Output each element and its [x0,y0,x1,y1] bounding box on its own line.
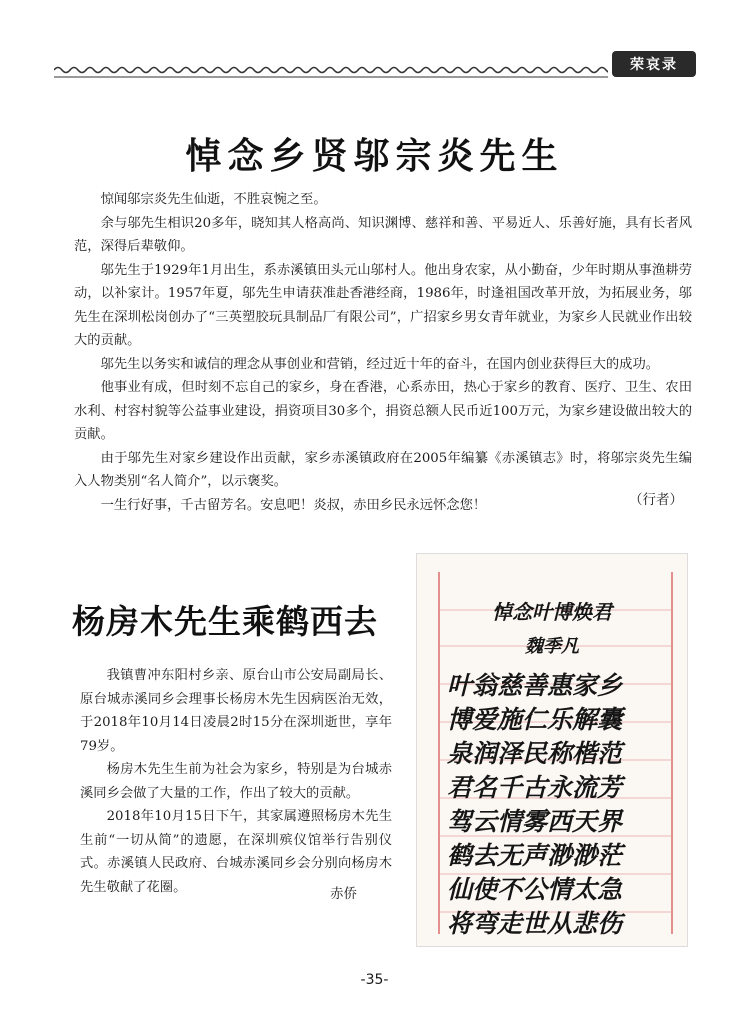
article1-paragraph: 他事业有成，但时刻不忘自己的家乡，身在香港，心系赤田，热心于家乡的教育、医疗、卫生、农田水利、村容村貌等公益事业建设，捐资项目30多个，捐资总额人民币近100万元，为家乡建设做出较大的贡献。 [74,380,692,442]
article2-paragraph: 杨房木先生生前为社会为家乡，特别是为台城赤溪同乡会做了大量的工作，作出了较大的贡献。 [80,762,392,801]
article1-signature: （行者） [629,492,683,508]
calligraphy-line: 仙使不公情太急 [447,875,623,904]
article1-paragraph: 邬先生以务实和诚信的理念从事创业和营销，经过近十年的奋斗，在国内创业获得巨大的成功。 [100,356,660,372]
page-number: -35- [360,972,389,988]
header-rule [54,60,608,82]
article1-body [74,188,692,517]
article2-body [80,664,392,899]
article1-title: 悼念乡贤邬宗炎先生 [185,136,564,177]
article2-paragraph: 我镇曹冲东阳村乡亲、原台山市公安局副局长、原台城赤溪同乡会理事长杨房木先生因病医治无效，于2018年10月14日凌晨2时15分在深圳逝世，享年79岁。 [80,668,392,754]
calligraphy-image [416,553,688,947]
article1-paragraph: 由于邬先生对家乡建设作出贡献，家乡赤溪镇政府在2005年编纂《赤溪镇志》时，将邬宗炎先生编入人物类别“名人简介”，以示褒奖。 [74,450,692,489]
calligraphy-line: 博爱施仁乐解囊 [447,705,623,734]
article2-paragraph: 2018年10月15日下午，其家属遵照杨房木先生生前“一切从简”的遗愿，在深圳殡仪馆举行告别仪式。赤溪镇人民政府、台城赤溪同乡会分别向杨房木先生敬献了花圈。 [80,809,392,895]
article2-title: 杨房木先生乘鹤西去 [72,602,378,641]
calligraphy-line: 驾云情雾西天界 [447,807,623,836]
article1-paragraph: 邬先生于1929年1月出生，系赤溪镇田头元山邬村人。他出身农家，从小勤奋，少年时期从事渔耕劳动，以补家计。1957年夏，邬先生申请获准赴香港经商，1986年，时逢祖国改革开放，为拓展业务，邬先生在深圳松岗创办了“三英塑胶玩具制品厂有限公司”，广招家乡男女青年就业，为家乡人民就业作出较大的贡献。 [74,262,692,348]
section-tag: 荣哀录 [612,51,696,77]
calligraphy-author: 魏季凡 [525,636,579,657]
calligraphy-line: 泉润泽民称楷范 [447,739,623,768]
article1-paragraph: 惊闻邬宗炎先生仙逝，不胜哀惋之至。 [100,192,327,207]
calligraphy-heading: 悼念叶博焕君 [492,600,612,624]
article1-paragraph: 余与邬先生相识20多年，晓知其人格高尚、知识渊博、慈祥和善、平易近人、乐善好施，具有长者风范，深得后辈敬仰。 [74,215,692,254]
calligraphy-line: 鹤去无声渺渺茫 [447,841,623,870]
calligraphy-line: 将弯走世从悲伤 [447,909,623,938]
article2-signature: 赤侨 [330,886,357,902]
article1-paragraph: 一生行好事，千古留芳名。安息吧！炎叔，赤田乡民永远怀念您！ [100,497,487,513]
calligraphy-line: 君名千古永流芳 [447,773,623,802]
calligraphy-line: 叶翁慈善惠家乡 [447,671,623,700]
